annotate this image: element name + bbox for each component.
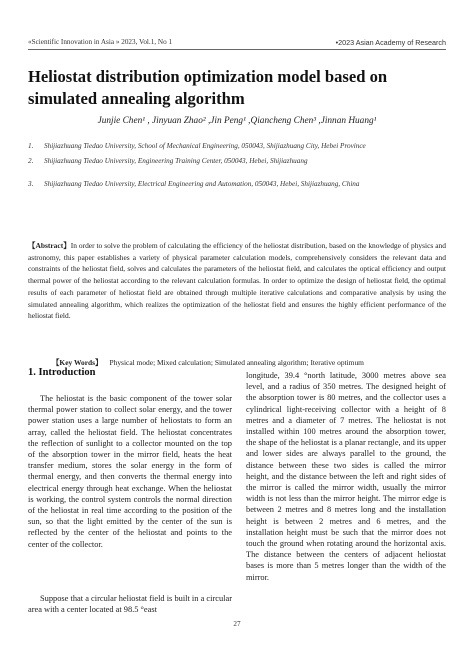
- affiliation-1: [28, 142, 446, 154]
- affiliation-text: Shijiazhuang Tiedao University, School of Mechanical Engineering, 050043, Shijiazhuang City, Hebei Province: [44, 142, 366, 150]
- publisher-header: •2023 Asian Academy of Research: [335, 38, 446, 47]
- right-column: [246, 370, 446, 583]
- affiliation-number: 1.: [28, 142, 34, 150]
- affiliation-text: Shijiazhuang Tiedao University, Electrical Engineering and Automation, 050043, Hebei, Shijiazhuang, China: [44, 180, 360, 188]
- intro-paragraph-2: Suppose that a circular heliostat field is built in a circular area with a center located at 98.5 °east: [28, 594, 232, 615]
- affiliation-3: [28, 180, 446, 192]
- keywords: [52, 357, 446, 368]
- abstract: [28, 240, 446, 322]
- abstract-label: 【Abstract】: [28, 241, 71, 250]
- affiliation-number: 3.: [28, 180, 34, 188]
- paper-title: Heliostat distribution optimization model based on simulated annealing algorithm: [28, 67, 388, 108]
- affiliation-number: 2.: [28, 157, 34, 165]
- intro-paragraph-continued: longitude, 39.4 °north latitude, 3000 metres above sea level, and a radius of 350 metres. The designed height of the absorption tower is 80 metres, and the collector uses a cylindrical light-receiving collector with a height of 8 metres and a diameter of 7 metres. The heliostat is not installed within 100 metres around the absorption tower, the shape of the heliostat is a planar rectangle, and its upper and lower sides are always parallel to the ground, the distance between these two sides is called the mirror height, and the distance between the left and right sides of the mirror is called the mirror width, usually the mirror width is not less than the mirror height. The mirror edge is between 2 metres and 8 metres long and the installation height is between 2 metres and 6 metres, and the installation height must be such that the mirror does not touch the ground when rotating around the horizontal axis. The distance between the centers of adjacent heliostat bases is more than 5 metres longer than the width of the mirror.: [246, 371, 446, 582]
- section-heading: 1. Introduction: [28, 367, 96, 378]
- header-rule: [28, 49, 446, 50]
- abstract-text: In order to solve the problem of calculating the efficiency of the heliostat distribution, based on the knowledge of physics and astronomy, this paper establishes a variety of physical parameter calculation models, comprehensively considers the relevant data and constraints of the heliostat field, solves and calculates the parameters of the heliostat field, and calculates the optical efficiency and output thermal power of the heliostat according to the relevant calculation formulas. In order to optimize the design of heliostat field, the optimal results of each parameter of heliostat field are obtained through multiple iterative calculations and comparative analysis by using the simulated annealing algorithm, which realizes the optimization of the heliostat field and ensures the highly efficient performance of the heliostat field.: [28, 241, 446, 321]
- intro-paragraph-1: The heliostat is the basic component of the tower solar thermal power station to collect solar energy, and the tower power station uses a large number of heliostats to form an array, called the heliostat field. The heliostat concentrates the reflection of sunlight to a collector mounted on the top of the absorption tower in the mirror field, heats the heat transfer medium, stores the solar energy in the form of thermal energy, and then converts the thermal energy into electrical energy through heat exchange. When the heliostat is working, the control system controls the normal direction of the heliostat in real time according to the position of the sun, so that the light emitted by the center of the sun is reflected by the center of the heliostat and points to the center of the collector.: [28, 394, 232, 549]
- affiliation-text: Shijiazhuang Tiedao University, Engineering Training Center, 050043, Hebei, Shijiazhuang: [44, 157, 308, 165]
- authors: Junjie Chen¹ , Jinyuan Zhao² ,Jin Peng¹ ,Qiancheng Chen³ ,Jinnan Huang¹: [97, 116, 377, 126]
- journal-header: «Scientific Innovation in Asia » 2023, Vol.1, No 1: [28, 38, 173, 46]
- keywords-text: Physical mode; Mixed calculation; Simulated annealing algorithm; Iterative optimum: [109, 358, 364, 367]
- affiliation-2: [28, 157, 446, 169]
- keywords-label: 【Key Words】: [52, 358, 103, 367]
- page-number: 27: [233, 620, 241, 628]
